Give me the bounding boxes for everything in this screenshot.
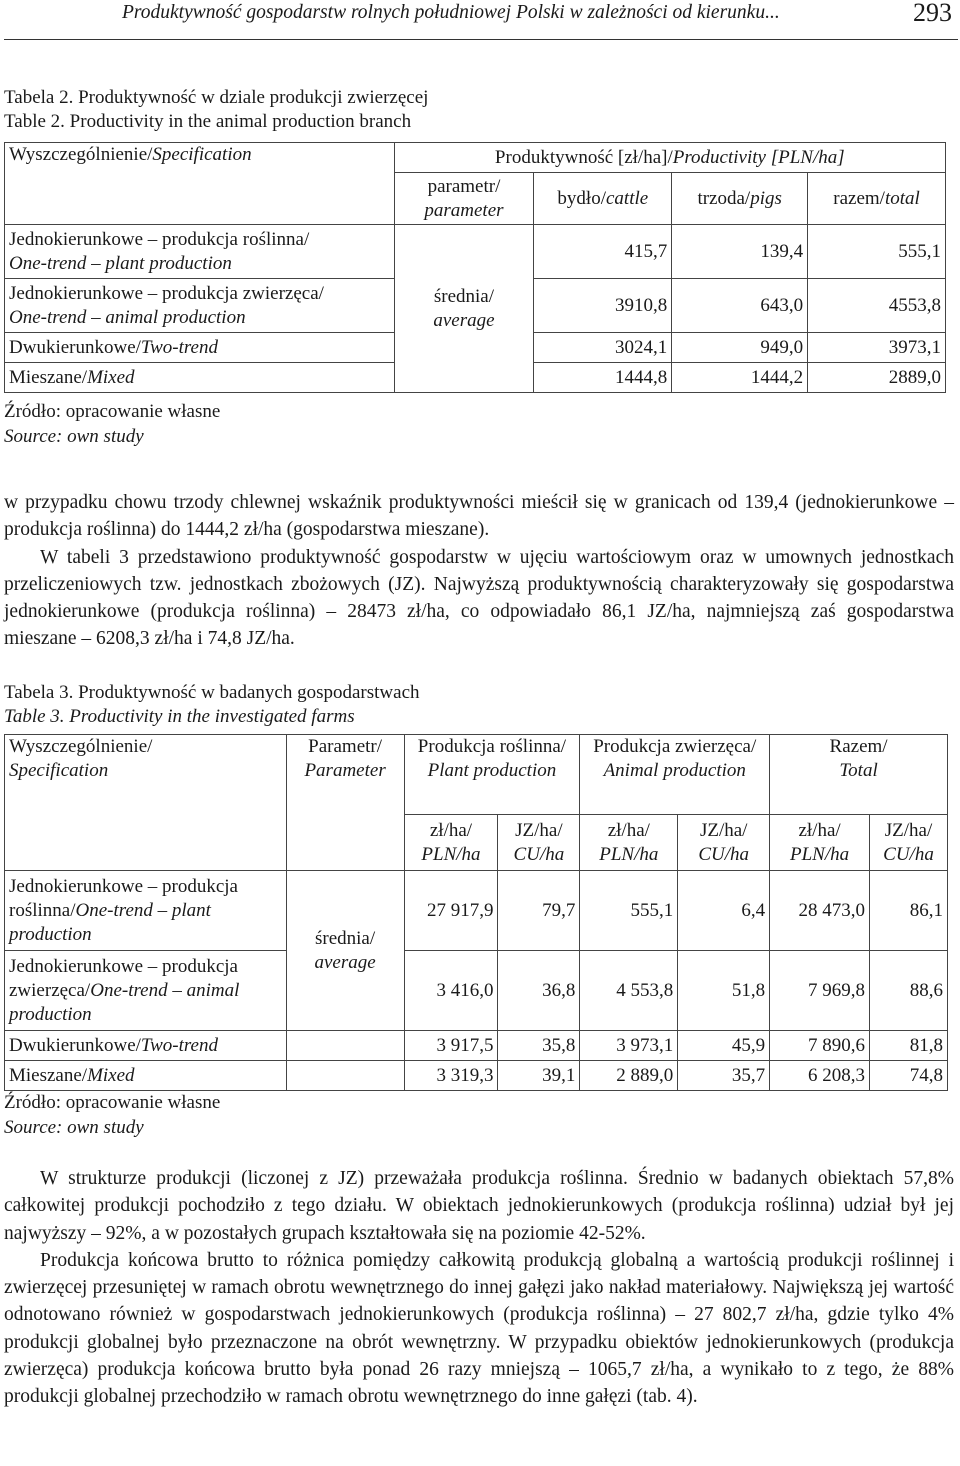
cell-animal-cu: 51,8	[678, 951, 770, 1031]
table2-head-spec: Wyszczególnienie/Specification	[5, 143, 395, 225]
table3	[4, 734, 948, 1091]
row-label: Dwukierunkowe/Two-trend	[5, 1031, 287, 1061]
table3-caption-pl: Tabela 3. Produktywność w badanych gospodarstwach	[4, 682, 420, 703]
table-row	[5, 1061, 948, 1091]
header-rule	[4, 39, 958, 40]
cell-total-pln: 7 890,6	[770, 1031, 870, 1061]
table-row	[5, 871, 948, 951]
cell-cattle: 415,7	[534, 225, 672, 279]
row-label: Jednokierunkowe – produkcja zwierzęca/ One-trend – animal production	[5, 279, 395, 333]
table2	[4, 142, 946, 393]
cell-total-cu: 88,6	[870, 951, 948, 1031]
table2-param-value: średnia/ average	[394, 225, 534, 393]
cell-total-cu: 74,8	[870, 1061, 948, 1091]
cell-cattle: 1444,8	[534, 363, 672, 393]
cell-plant-pln: 3 416,0	[404, 951, 498, 1031]
table2-head-parameter: parametr/ parameter	[394, 173, 534, 225]
cell-total-pln: 7 969,8	[770, 951, 870, 1031]
table3-head-total: Razem/ Total	[770, 735, 948, 815]
unit-pln: zł/ha/ PLN/ha	[770, 815, 870, 871]
cell-total: 555,1	[808, 225, 946, 279]
cell-plant-pln: 27 917,9	[404, 871, 498, 951]
cell-pigs: 1444,2	[672, 363, 808, 393]
cell-animal-cu: 6,4	[678, 871, 770, 951]
table2-head-cattle: bydło/cattle	[534, 173, 672, 225]
table3-head-plant: Produkcja roślinna/ Plant production	[404, 735, 580, 815]
cell-cattle: 3910,8	[534, 279, 672, 333]
cell-pigs: 643,0	[672, 279, 808, 333]
table3-caption-en: Table 3. Productivity in the investigated farms	[4, 706, 355, 727]
cell-pigs: 139,4	[672, 225, 808, 279]
row-label: Jednokierunkowe – produkcja roślinna/ One-trend – plant production	[5, 225, 395, 279]
unit-cu: JZ/ha/ CU/ha	[498, 815, 580, 871]
cell-cattle: 3024,1	[534, 333, 672, 363]
cell-animal-pln: 4 553,8	[580, 951, 678, 1031]
body-text-2	[4, 1165, 954, 1411]
cell-total: 2889,0	[808, 363, 946, 393]
table2-caption-en: Table 2. Productivity in the animal production branch	[4, 111, 412, 132]
paragraph: w przypadku chowu trzody chlewnej wskaźnik produktywności mieścił się w granicach od 139,4 (jednokierunkowe – produkcja roślinna) do 1444,2 zł/ha (gospodarstwa mieszane).	[4, 492, 954, 541]
table-row	[5, 225, 946, 279]
table3-head-animal: Produkcja zwierzęca/ Animal production	[580, 735, 770, 815]
cell-total-pln: 6 208,3	[770, 1061, 870, 1091]
cell-animal-cu: 35,7	[678, 1061, 770, 1091]
cell-plant-cu: 36,8	[498, 951, 580, 1031]
paragraph: W tabeli 3 przedstawiono produktywność gospodarstw w ujęciu wartościowym oraz w umownych jednostkach przeliczeniowych tzw. jednostkach zbożowych (JZ). Najwyższą produktywnością charakteryzowały się gospodarstwa jednokierunkowe (produkcja roślinna) – 28473 zł/ha, co odpowiadało 86,1 JZ/ha, najmniejszą zaś gospodarstwa mieszane – 6208,3 zł/ha i 74,8 JZ/ha.	[4, 546, 954, 650]
row-label: Mieszane/Mixed	[5, 1061, 287, 1091]
unit-pln: zł/ha/ PLN/ha	[580, 815, 678, 871]
unit-pln: zł/ha/ PLN/ha	[404, 815, 498, 871]
table2-head-productivity: Produktywność [zł/ha]/Productivity [PLN/ha]	[394, 143, 945, 173]
cell-animal-pln: 3 973,1	[580, 1031, 678, 1061]
page-number: 293	[913, 0, 952, 27]
cell-animal-cu: 45,9	[678, 1031, 770, 1061]
row-label: Dwukierunkowe/Two-trend	[5, 333, 395, 363]
cell-total: 4553,8	[808, 279, 946, 333]
body-text-1	[4, 489, 954, 653]
unit-cu: JZ/ha/ CU/ha	[678, 815, 770, 871]
cell-total: 3973,1	[808, 333, 946, 363]
cell-pigs: 949,0	[672, 333, 808, 363]
running-title: Produktywność gospodarstw rolnych południowej Polski w zależności od kierunku...	[122, 2, 780, 23]
cell-plant-pln: 3 319,3	[404, 1061, 498, 1091]
table3-caption	[4, 681, 420, 729]
cell-total-pln: 28 473,0	[770, 871, 870, 951]
cell-plant-cu: 79,7	[498, 871, 580, 951]
table2-caption	[4, 86, 428, 134]
empty-cell	[286, 1031, 404, 1061]
table2-head-total: razem/total	[808, 173, 946, 225]
row-label: Jednokierunkowe – produkcja zwierzęca/One-trend – animal production	[5, 951, 287, 1031]
cell-animal-pln: 2 889,0	[580, 1061, 678, 1091]
row-label: Jednokierunkowe – produkcja roślinna/One-trend – plant production	[5, 871, 287, 951]
empty-cell	[286, 1061, 404, 1091]
cell-plant-cu: 39,1	[498, 1061, 580, 1091]
cell-total-cu: 81,8	[870, 1031, 948, 1061]
cell-total-cu: 86,1	[870, 871, 948, 951]
row-label: Mieszane/Mixed	[5, 363, 395, 393]
table-row	[5, 951, 948, 1031]
table-row	[5, 1031, 948, 1061]
cell-plant-pln: 3 917,5	[404, 1031, 498, 1061]
table2-source: Źródło: opracowanie własne Source: own study	[4, 401, 221, 447]
paragraph: Produkcja końcowa brutto to różnica pomiędzy całkowitą produkcją globalną a wartością produkcji roślinnej i zwierzęcej przesuniętej w ramach obrotu wewnętrznego do innej gałęzi jako nakład materiałowy. Największą jej wartość odnotowano również w gospodarstwach jednokierunkowych (produkcja roślinna) – 27 802,7 zł/ha, gdzie tylko 4% produkcji globalnej było przeznaczone na obrót wewnętrzny. W przypadku obiektów jednokierunkowych (produkcja zwierzęca) produkcja końcowa brutto była ponad 26 razy mniejszą – 1065,7 zł/ha, a wynikało to z tego, że 88% produkcji globalnej przechodziło w ramach obrotu wewnętrznego do inne gałęzi (tab. 4).	[4, 1249, 954, 1408]
page-header	[0, 0, 960, 38]
table3-source: Źródło: opracowanie własne Source: own study	[4, 1092, 221, 1138]
table3-param-value: średnia/ average	[286, 871, 404, 1031]
unit-cu: JZ/ha/ CU/ha	[870, 815, 948, 871]
table3-head-spec: Wyszczególnienie/ Specification	[5, 735, 287, 871]
table2-head-pigs: trzoda/pigs	[672, 173, 808, 225]
table2-caption-pl: Tabela 2. Produktywność w dziale produkcji zwierzęcej	[4, 87, 429, 108]
cell-plant-cu: 35,8	[498, 1031, 580, 1061]
paragraph: W strukturze produkcji (liczonej z JZ) przeważała produkcja roślinna. Średnio w badanych obiektach 57,8% całkowitej produkcji pochodziło z tego działu. W obiektach jednokierunkowych (produkcja roślinna) udział był jej najwyższy – 92%, a w pozostałych grupach kształtowała się na poziomie 42-52%.	[4, 1168, 954, 1244]
table3-head-parameter: Parametr/ Parameter	[286, 735, 404, 871]
cell-animal-pln: 555,1	[580, 871, 678, 951]
